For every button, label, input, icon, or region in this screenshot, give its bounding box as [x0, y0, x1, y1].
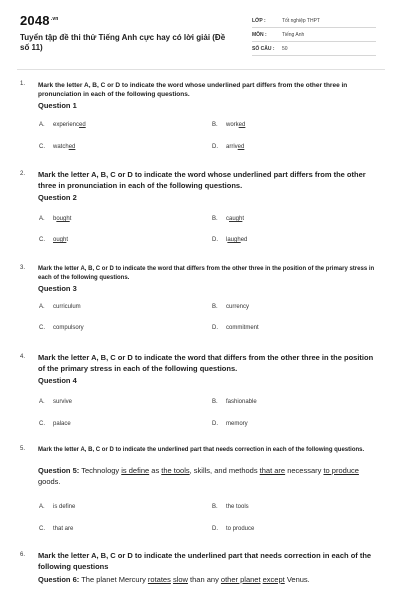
- page-header: [0, 0, 400, 68]
- option-a[interactable]: A. survive: [39, 399, 73, 405]
- option-c[interactable]: C. watched: [39, 144, 76, 150]
- question-instruction: Mark the letter A, B, C or D to indicate the underlined part that needs correction in each of the following questions: [38, 551, 372, 571]
- option-d[interactable]: D. laughed: [212, 237, 248, 243]
- question-1: [20, 81, 382, 161]
- option-c[interactable]: C. palace: [39, 421, 71, 427]
- underlined-part: slow: [172, 575, 188, 584]
- meta-count: [252, 46, 362, 52]
- question-label: Question 1: [38, 101, 77, 110]
- question-instruction: Mark the letter A, B, C or D to indicate the word whose underlined part differs from the other three in pronunciation in each of the following questions.: [38, 170, 366, 190]
- underlined-part: is define: [121, 466, 150, 475]
- question-instruction: Mark the letter A, B, C or D to indicate the word that differs from the other three in the position of the primary stress in each of the following questions.: [38, 353, 374, 373]
- option-a[interactable]: A. curriculum: [39, 304, 81, 310]
- question-number: 3.: [20, 265, 26, 271]
- underlined-part: that are: [259, 466, 286, 475]
- underlined-part: the tools: [161, 466, 190, 475]
- meta-subject-value: Tiếng Anh: [282, 32, 305, 38]
- option-b[interactable]: B. caught: [212, 216, 245, 222]
- option-a[interactable]: A. bought: [39, 216, 72, 222]
- option-c[interactable]: C. compulsory: [39, 325, 84, 331]
- question-sentence: Question 6: The planet Mercury rotates slow than any other planet except Venus.: [38, 575, 310, 584]
- option-d[interactable]: D. to produce: [212, 526, 255, 532]
- question-number: 4.: [20, 354, 26, 360]
- option-c[interactable]: C. ought: [39, 237, 69, 243]
- question-5: [20, 446, 382, 542]
- document-title: Tuyển tập đề thi thử Tiếng Anh cực hay có lời giải (Đề số 11): [20, 33, 226, 52]
- meta-subject-label: MÔN :: [252, 32, 267, 38]
- question-label: Question 2: [38, 193, 77, 202]
- question-instruction: Mark the letter A, B, C or D to indicate the word that differs from the other three in the position of the primary stress in each of the following questions.: [38, 266, 375, 281]
- meta-count-label: SỐ CÂU :: [252, 46, 275, 52]
- question-label: Question 3: [38, 284, 77, 293]
- meta-divider: [252, 41, 376, 42]
- question-number: 6.: [20, 552, 26, 558]
- meta-subject: [252, 32, 362, 38]
- meta-class-value: Tốt nghiệp THPT: [282, 18, 320, 24]
- question-instruction: Mark the letter A, B, C or D to indicate the underlined part that needs correction in each of the following questions.: [38, 447, 365, 453]
- option-d[interactable]: D. arrived: [212, 144, 245, 150]
- option-a[interactable]: A. is define: [39, 504, 76, 510]
- option-d[interactable]: D. commitment: [212, 325, 259, 331]
- meta-divider: [252, 27, 376, 28]
- option-b[interactable]: B. fashionable: [212, 399, 257, 405]
- option-d[interactable]: D. memory: [212, 421, 248, 427]
- question-sentence: Question 5: Technology is define as the tools, skills, and methods that are necessary to produce goods.: [38, 466, 359, 486]
- question-number: 2.: [20, 171, 26, 177]
- option-b[interactable]: B. currency: [212, 304, 250, 310]
- option-a[interactable]: A. experienced: [39, 122, 86, 128]
- header-divider: [17, 69, 385, 70]
- question-label: Question 6:: [38, 575, 80, 584]
- question-2: [20, 169, 382, 254]
- option-b[interactable]: B. worked: [212, 122, 246, 128]
- meta-class: [252, 18, 362, 24]
- meta-count-value: 50: [282, 46, 288, 52]
- question-4: [20, 352, 382, 437]
- meta-class-label: LỚP :: [252, 18, 266, 24]
- meta-divider: [252, 55, 376, 56]
- question-3: [20, 265, 382, 340]
- question-label: Question 5:: [38, 466, 80, 475]
- question-number: 5.: [20, 446, 26, 452]
- question-number: 1.: [20, 81, 26, 87]
- option-b[interactable]: B. the tools: [212, 504, 249, 510]
- option-c[interactable]: C. that are: [39, 526, 74, 532]
- question-instruction: Mark the letter A, B, C or D to indicate the word whose underlined part differs from the other three in pronunciation in each of the following questions.: [38, 82, 348, 98]
- underlined-part: rotates: [147, 575, 171, 584]
- underlined-part: other planet: [220, 575, 261, 584]
- underlined-part: to produce: [323, 466, 359, 475]
- site-logo[interactable]: $2048^{.vn}$: [20, 13, 59, 28]
- question-6: [20, 550, 382, 595]
- question-label: Question 4: [38, 376, 77, 385]
- underlined-part: except: [262, 575, 285, 584]
